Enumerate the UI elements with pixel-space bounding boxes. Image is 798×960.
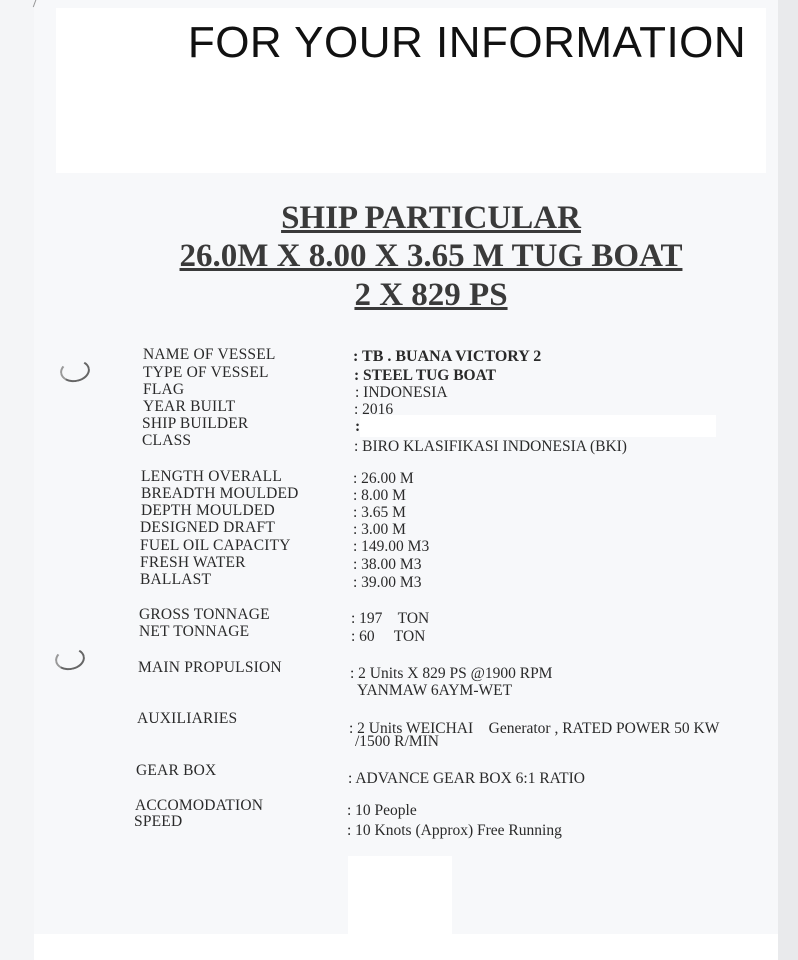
redaction-patch	[360, 415, 716, 437]
label-class: CLASS	[142, 432, 192, 449]
label-fuel-oil-capacity: FUEL OIL CAPACITY	[140, 537, 291, 554]
value-speed: : 10 Knots (Approx) Free Running	[347, 822, 562, 839]
title-line-2: 26.0M X 8.00 X 3.65 M TUG BOAT	[179, 238, 683, 274]
redaction-patch	[348, 856, 452, 940]
banner-box	[56, 8, 766, 173]
label-length-overall: LENGTH OVERALL	[141, 468, 282, 485]
page-right-margin	[778, 0, 798, 960]
label-gear-box: GEAR BOX	[136, 762, 217, 779]
value-gear-box: : ADVANCE GEAR BOX 6:1 RATIO	[348, 770, 585, 787]
label-year-built: YEAR BUILT	[143, 398, 236, 415]
value-ship-builder: :	[355, 418, 361, 435]
value-main-propulsion: : 2 Units X 829 PS @1900 RPM	[350, 665, 553, 682]
value-main-propulsion-engine: YANMAW 6AYM-WET	[357, 682, 513, 699]
label-breadth-moulded: BREADTH MOULDED	[141, 485, 299, 502]
value-gross-tonnage: : 197 TON	[351, 610, 430, 627]
label-accomodation: ACCOMODATION	[135, 797, 264, 814]
label-gross-tonnage: GROSS TONNAGE	[139, 606, 270, 623]
page-left-margin	[0, 0, 34, 960]
label-name-of-vessel: NAME OF VESSEL	[143, 346, 276, 363]
value-net-tonnage: : 60 TON	[351, 628, 426, 645]
title-line-1: SHIP PARTICULAR	[281, 200, 581, 236]
value-class: : BIRO KLASIFIKASI INDONESIA (BKI)	[354, 438, 627, 455]
bottom-strip	[34, 934, 778, 960]
value-fresh-water: : 38.00 M3	[353, 556, 422, 573]
label-fresh-water: FRESH WATER	[140, 554, 246, 571]
value-flag: : INDONESIA	[355, 384, 448, 401]
value-auxiliaries: : 2 Units WEICHAI Generator , RATED POWER 50 KW	[349, 720, 720, 737]
value-name-of-vessel: : TB . BUANA VICTORY 2	[353, 348, 542, 365]
value-designed-draft: : 3.00 M	[353, 521, 406, 538]
value-ballast: : 39.00 M3	[353, 574, 422, 591]
label-ship-builder: SHIP BUILDER	[142, 415, 249, 432]
value-type-of-vessel: : STEEL TUG BOAT	[354, 367, 496, 384]
value-year-built: : 2016	[354, 401, 394, 418]
banner-text: FOR YOUR INFORMATION	[187, 18, 747, 67]
label-ballast: BALLAST	[140, 571, 212, 588]
label-flag: FLAG	[143, 381, 185, 398]
value-fuel-oil-capacity: : 149.00 M3	[353, 538, 430, 555]
title-line-3: 2 X 829 PS	[354, 277, 508, 313]
label-auxiliaries: AUXILIARIES	[137, 710, 238, 727]
value-depth-moulded: : 3.65 M	[353, 504, 406, 521]
value-accomodation: : 10 People	[347, 802, 417, 819]
label-type-of-vessel: TYPE OF VESSEL	[143, 364, 269, 381]
label-net-tonnage: NET TONNAGE	[139, 623, 250, 640]
value-breadth-moulded: : 8.00 M	[353, 487, 406, 504]
label-speed: SPEED	[134, 813, 183, 830]
label-designed-draft: DESIGNED DRAFT	[140, 519, 275, 536]
label-depth-moulded: DEPTH MOULDED	[141, 502, 275, 519]
value-auxiliaries-rpm: /1500 R/MIN	[355, 733, 439, 750]
label-main-propulsion: MAIN PROPULSION	[138, 659, 282, 676]
value-length-overall: : 26.00 M	[353, 470, 414, 487]
